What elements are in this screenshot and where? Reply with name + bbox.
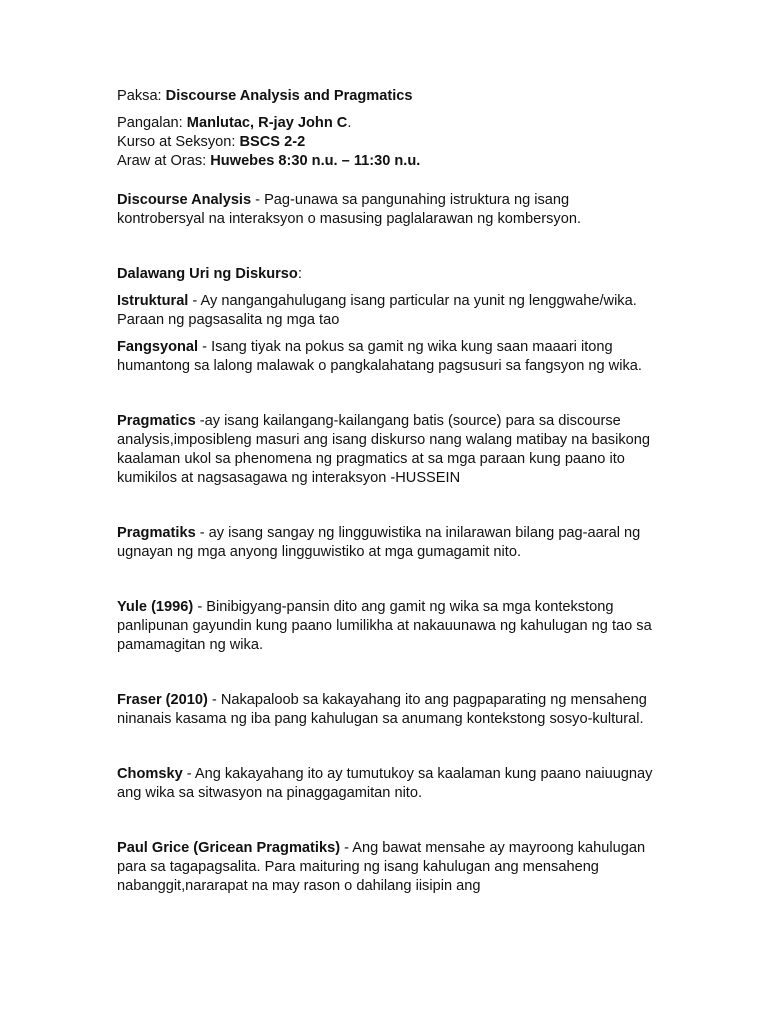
document-body — [117, 87, 657, 896]
entry-chomsky — [117, 765, 657, 803]
topic-line — [117, 87, 657, 106]
entry-discourse-analysis — [117, 191, 657, 229]
entry-dalawang-uri — [117, 265, 657, 284]
entry-pragmatics — [117, 412, 657, 488]
entry-text: - Binibigyang-pansin dito ang gamit ng wika sa mga kontekstong panlipunan gayundin kung paano lumilikha at nakauunawa ng kahulugan ng tao sa pamamagitan ng wika. — [117, 599, 652, 653]
entry-term: Chomsky — [117, 766, 183, 782]
entry-text: - Ang bawat mensahe ay mayroong kahulugan para sa tagapagsalita. Para maituring ng isang kahulugan ang mensaheng nabanggit,nararapat na may rason o dahilang iisipin ang — [117, 840, 646, 894]
entry-term: Fraser (2010) — [117, 692, 208, 708]
name-suffix: . — [347, 115, 352, 131]
entry-term: Pragmatiks — [117, 525, 196, 541]
course-line — [117, 133, 657, 152]
course-value: BSCS 2-2 — [239, 134, 306, 150]
entry-term: Dalawang Uri ng Diskurso — [117, 266, 298, 282]
name-value: Manlutac, R-jay John C — [186, 115, 348, 131]
entry-text: - Pag-unawa sa pangunahing istruktura ng isang kontrobersyal na interaksyon o masusing paglalarawan ng kombersyon. — [117, 192, 582, 227]
entry-term: Discourse Analysis — [117, 192, 252, 208]
schedule-line — [117, 152, 657, 171]
schedule-value: Huwebes 8:30 n.u. – 11:30 n.u. — [210, 153, 421, 169]
entry-text: - Ang kakayahang ito ay tumutukoy sa kaalaman kung paano naiuugnay ang wika sa sitwasyon na pinaggagamitan nito. — [117, 766, 653, 801]
entry-term: Fangsyonal — [117, 339, 199, 355]
entry-text: - ay isang sangay ng lingguwistika na inilarawan bilang pag-aaral ng ugnayan ng mga anyong lingguwistiko at mga gumagamit nito. — [117, 525, 641, 560]
entry-term: Pragmatics — [117, 413, 196, 429]
entry-pragmatiks — [117, 524, 657, 562]
entry-text: - Isang tiyak na pokus sa gamit ng wika kung saan maaari itong humantong sa lalong malawak o pangkalahatang pagsusuri sa fangsyon ng wika. — [117, 339, 642, 374]
entry-fraser — [117, 691, 657, 729]
entry-yule — [117, 598, 657, 655]
schedule-label: Araw at Oras: — [117, 153, 211, 169]
entry-text: -ay isang kailangang-kailangang batis (source) para sa discourse analysis,imposibleng masuri ang isang diskurso nang walang matibay na basikong kaalaman ukol sa phenomena ng pragmatics at sa mga paraan kung paano ito kumikilos at nagsasagawa ng interaksyon -HUSSEIN — [117, 413, 650, 486]
entry-text: - Ay nangangahulugang isang particular na yunit ng lenggwahe/wika. Paraan ng pagsasalita ng mga tao — [117, 293, 637, 328]
name-line — [117, 114, 657, 133]
course-label: Kurso at Seksyon: — [117, 134, 240, 150]
name-label: Pangalan: — [117, 115, 187, 131]
entry-grice — [117, 839, 657, 896]
topic-label: Paksa: — [117, 88, 166, 104]
topic-value: Discourse Analysis and Pragmatics — [165, 88, 413, 104]
entry-term: Yule (1996) — [117, 599, 194, 615]
entry-fangsyonal — [117, 338, 657, 376]
entry-term: Istruktural — [117, 293, 189, 309]
entry-text: - Nakapaloob sa kakayahang ito ang pagpaparating ng mensaheng ninanais kasama ng iba pang kahulugan sa anumang kontekstong sosyo-kultural. — [117, 692, 647, 727]
entry-text: : — [297, 266, 302, 282]
entry-istruktural — [117, 292, 657, 330]
entry-term: Paul Grice (Gricean Pragmatiks) — [117, 840, 341, 856]
